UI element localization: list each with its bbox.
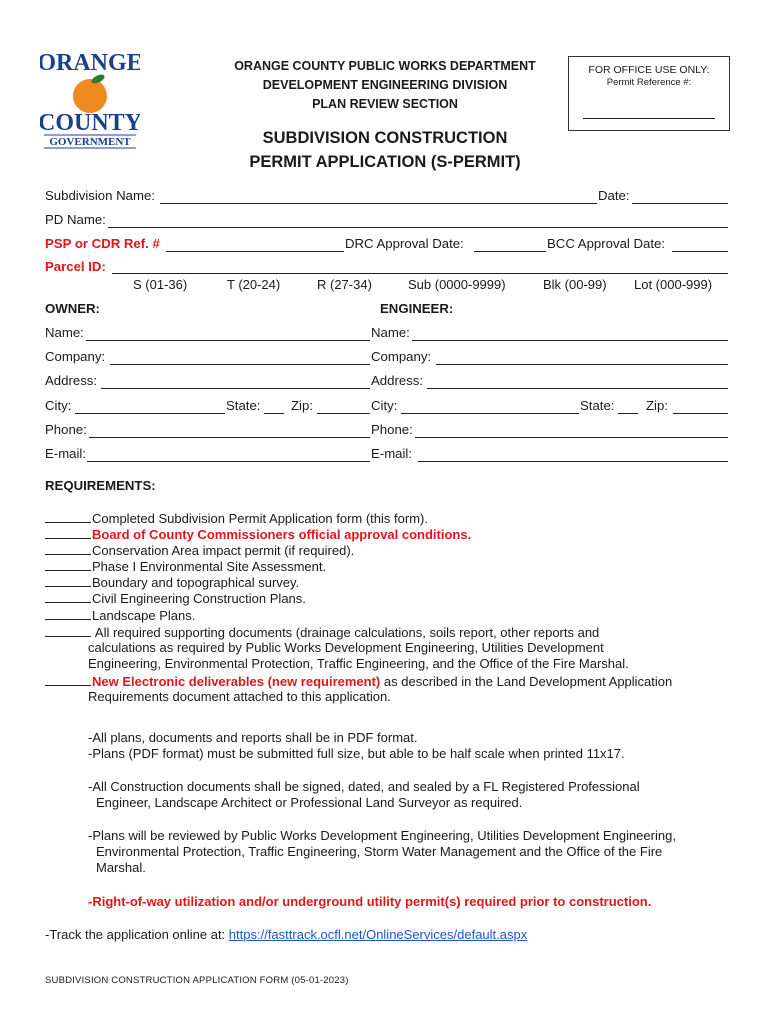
owner-name-field[interactable] — [86, 340, 370, 341]
engineer-zip-label: Zip: — [646, 398, 668, 413]
req-item-5[interactable]: Boundary and topographical survey. — [45, 574, 299, 592]
bcc-date-field[interactable] — [672, 251, 728, 252]
req-checkbox[interactable] — [45, 607, 91, 620]
owner-company-field[interactable] — [110, 364, 370, 365]
engineer-city-field[interactable] — [401, 413, 579, 414]
engineer-heading: ENGINEER: — [380, 301, 454, 316]
pd-name-field[interactable] — [108, 227, 728, 228]
req-item-6[interactable]: Civil Engineering Construction Plans. — [45, 590, 306, 608]
pdf-note-1: -All plans, documents and reports shall be in PDF format. — [88, 730, 418, 745]
review-note-2: Environmental Protection, Traffic Engineering, Storm Water Management and the Office of the Fire — [96, 844, 663, 859]
owner-address-field[interactable] — [101, 388, 370, 389]
engineer-company-field[interactable] — [436, 364, 728, 365]
engineer-address-label: Address: — [371, 373, 424, 388]
owner-state-field[interactable] — [264, 413, 284, 414]
req-item-3[interactable]: Conservation Area impact permit (if required). — [45, 542, 354, 560]
dept-name: ORANGE COUNTY PUBLIC WORKS DEPARTMENT — [234, 59, 536, 73]
section-name: PLAN REVIEW SECTION — [312, 97, 458, 111]
form-title-1: SUBDIVISION CONSTRUCTION — [262, 129, 508, 147]
req-checkbox[interactable] — [45, 526, 91, 539]
electronic-line2: Requirements document attached to this application. — [88, 689, 391, 704]
office-use-box — [568, 56, 730, 131]
parcel-r: R (27-34) — [317, 277, 372, 292]
engineer-zip-field[interactable] — [673, 413, 728, 414]
owner-state-label: State: — [226, 398, 261, 413]
county-logo — [40, 44, 140, 156]
track-line: -Track the application online at: https://fasttrack.ocfl.net/OnlineServices/default.aspx — [45, 927, 528, 942]
engineer-email-field[interactable] — [418, 461, 728, 462]
review-note-1: -Plans will be reviewed by Public Works Development Engineering, Utilities Development Engineering, — [88, 828, 676, 843]
engineer-name-label: Name: — [371, 325, 410, 340]
parcel-t: T (20-24) — [227, 277, 281, 292]
engineer-address-field[interactable] — [427, 388, 728, 389]
subdivision-name-field[interactable] — [160, 203, 597, 204]
pdf-note-2: -Plans (PDF format) must be submitted full size, but able to be half scale when printed 11x17. — [88, 746, 625, 761]
parcel-id-field[interactable] — [112, 273, 728, 274]
req-supporting-line3: Engineering, Environmental Protection, Traffic Engineering, and the Office of the Fire Marshal. — [88, 656, 629, 671]
req-item-7[interactable]: Landscape Plans. — [45, 607, 195, 625]
fasttrack-link[interactable]: https://fasttrack.ocfl.net/OnlineServices/default.aspx — [228, 927, 528, 942]
owner-phone-field[interactable] — [89, 437, 370, 438]
owner-name-label: Name: — [45, 325, 84, 340]
engineer-name-field[interactable] — [412, 340, 728, 341]
form-title-2: PERMIT APPLICATION (S-PERMIT) — [249, 153, 521, 171]
req-item-1[interactable]: Completed Subdivision Permit Application form (this form). — [45, 510, 428, 528]
date-label: Date: — [598, 188, 630, 203]
owner-heading: OWNER: — [45, 301, 100, 316]
permit-ref-field[interactable] — [583, 118, 715, 119]
engineer-city-label: City: — [371, 398, 398, 413]
orange-fruit-icon — [73, 79, 107, 113]
engineer-company-label: Company: — [371, 349, 432, 364]
permit-ref-label: Permit Reference #: — [606, 77, 692, 88]
engineer-state-field[interactable] — [618, 413, 638, 414]
engineer-email-label: E-mail: — [371, 446, 413, 461]
owner-address-label: Address: — [45, 373, 98, 388]
orange-logo-icon — [40, 44, 140, 156]
pd-name-label: PD Name: — [45, 212, 106, 227]
psp-ref-label: PSP or CDR Ref. # — [45, 236, 160, 251]
parcel-s: S (01-36) — [133, 277, 188, 292]
owner-city-field[interactable] — [75, 413, 225, 414]
parcel-lot: Lot (000-999) — [634, 277, 713, 292]
req-item-8[interactable]: All required supporting documents (drainage calculations, soils report, other reports and — [45, 624, 599, 642]
req-item-9[interactable]: New Electronic deliverables (new requirement) as described in the Land Development Application — [45, 673, 672, 691]
requirements-heading: REQUIREMENTS: — [45, 478, 156, 493]
req-supporting-line2: calculations as required by Public Works Development Engineering, Utilities Development — [88, 640, 604, 655]
row-permit-notice: -Right-of-way utilization and/or underground utility permit(s) required prior to construction. — [88, 894, 652, 909]
sign-note-1: -All Construction documents shall be signed, dated, and sealed by a FL Registered Professional — [88, 779, 640, 794]
engineer-phone-field[interactable] — [415, 437, 728, 438]
psp-ref-field[interactable] — [166, 251, 344, 252]
parcel-sub: Sub (0000-9999) — [408, 277, 506, 292]
req-checkbox[interactable] — [45, 542, 91, 555]
req-checkbox[interactable] — [45, 673, 91, 686]
form-footer: SUBDIVISION CONSTRUCTION APPLICATION FORM (05-01-2023) — [45, 975, 349, 986]
engineer-state-label: State: — [580, 398, 615, 413]
req-checkbox[interactable] — [45, 590, 91, 603]
division-name: DEVELOPMENT ENGINEERING DIVISION — [262, 78, 508, 92]
date-field[interactable] — [632, 203, 728, 204]
drc-date-label: DRC Approval Date: — [345, 236, 464, 251]
parcel-blk: Blk (00-99) — [543, 277, 607, 292]
logo-line2: COUNTY — [40, 110, 140, 136]
req-item-4[interactable]: Phase I Environmental Site Assessment. — [45, 558, 326, 576]
logo-line3: GOVERNMENT — [49, 136, 131, 148]
owner-email-field[interactable] — [87, 461, 370, 462]
req-checkbox[interactable] — [45, 510, 91, 523]
drc-date-field[interactable] — [474, 251, 546, 252]
owner-email-label: E-mail: — [45, 446, 87, 461]
owner-city-label: City: — [45, 398, 72, 413]
req-item-2[interactable]: Board of County Commissioners official approval conditions. — [45, 526, 471, 544]
logo-line1: ORANGE — [40, 50, 140, 76]
req-checkbox[interactable] — [45, 558, 91, 571]
owner-zip-field[interactable] — [317, 413, 370, 414]
parcel-id-label: Parcel ID: — [45, 259, 106, 274]
electronic-deliverables-note: New Electronic deliverables (new requirement) — [92, 674, 381, 689]
req-checkbox[interactable] — [45, 574, 91, 587]
review-note-3: Marshal. — [96, 860, 146, 875]
office-use-title: FOR OFFICE USE ONLY: — [588, 64, 710, 76]
subdivision-name-label: Subdivision Name: — [45, 188, 155, 203]
sign-note-2: Engineer, Landscape Architect or Professional Land Surveyor as required. — [96, 795, 523, 810]
engineer-phone-label: Phone: — [371, 422, 413, 437]
bcc-date-label: BCC Approval Date: — [547, 236, 666, 251]
owner-zip-label: Zip: — [291, 398, 313, 413]
owner-phone-label: Phone: — [45, 422, 87, 437]
req-checkbox[interactable] — [45, 624, 91, 637]
owner-company-label: Company: — [45, 349, 106, 364]
